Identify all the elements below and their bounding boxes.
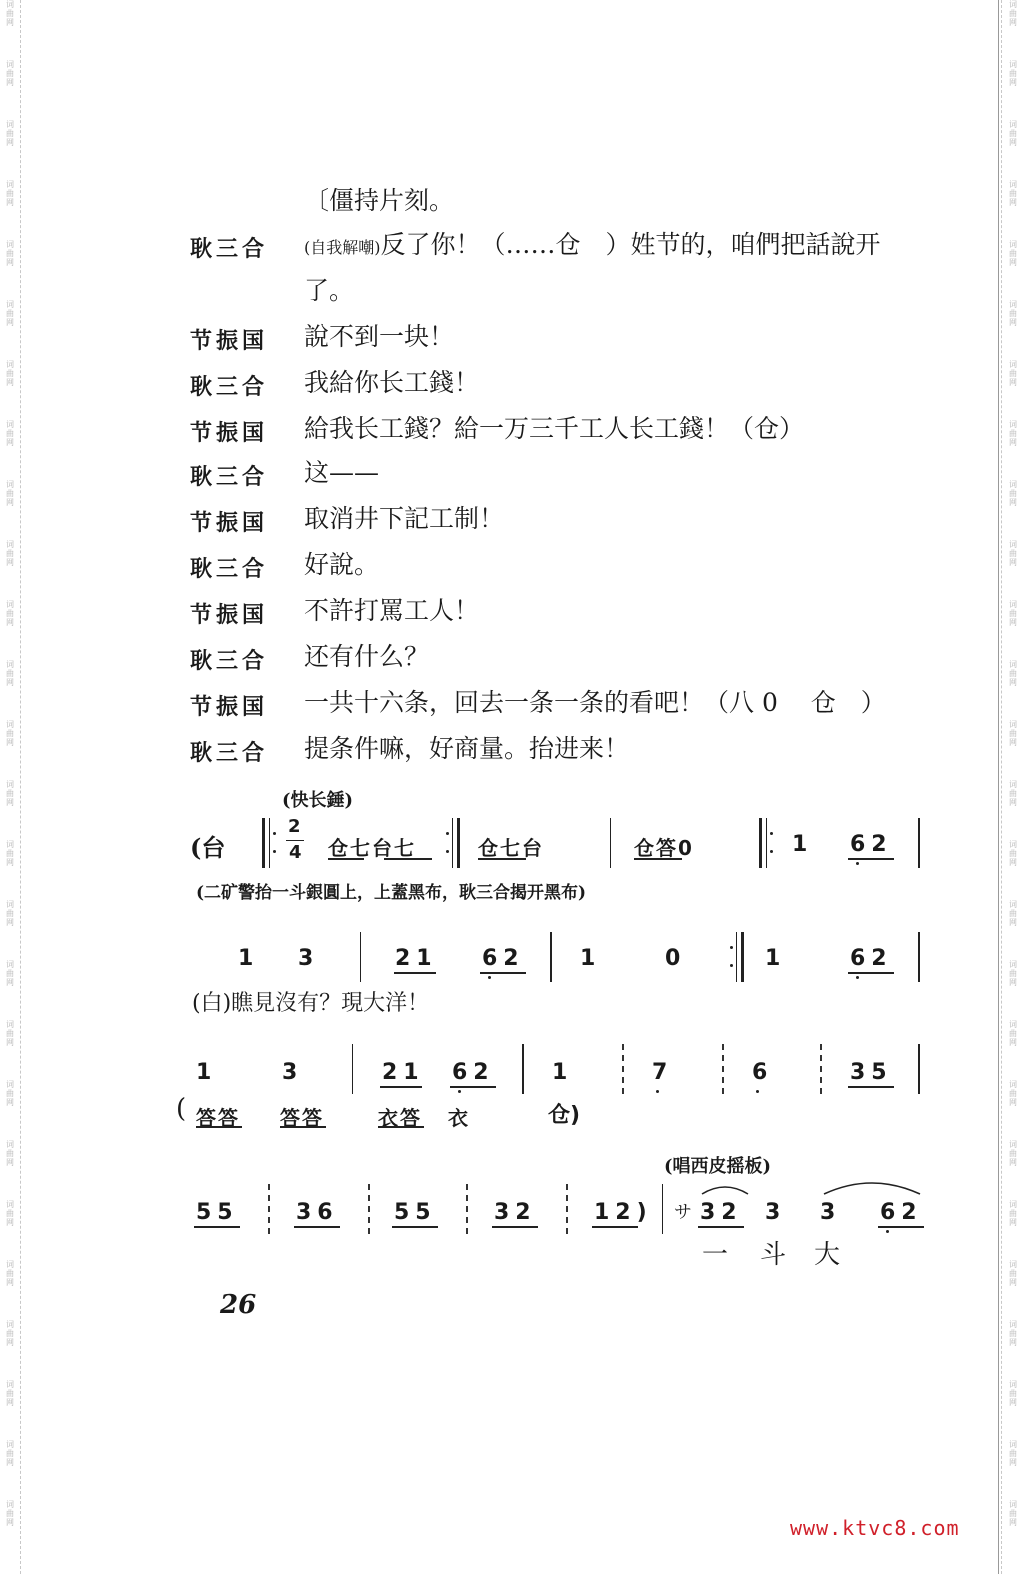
watermark-glyph-stack: 词 曲 网: [1009, 360, 1017, 387]
dialogue-text: 好說。: [304, 550, 380, 579]
watermark-glyph-stack: 词 曲 网: [1009, 1200, 1017, 1227]
watermark-glyph-stack: 词 曲 网: [6, 1080, 14, 1107]
speaker-name: 节振国: [190, 603, 269, 628]
repeat-start-thick: [262, 818, 265, 868]
dialogue-line: [304, 186, 454, 216]
watermark-glyph-stack: 词 曲 网: [6, 1440, 14, 1467]
watermark-glyph-stack: 词 曲 网: [6, 180, 14, 207]
speaker-name: 耿三合: [190, 375, 269, 400]
dialogue-line: [304, 230, 881, 263]
dialogue-text: 反了你！（……仓 ）姓节的，咱們把話說开: [380, 230, 881, 259]
dialogue-text: 說不到一块！: [304, 322, 455, 351]
watermark-glyph-stack: 词 曲 网: [1009, 660, 1017, 687]
watermark-glyph-stack: 词 曲 网: [1009, 1380, 1017, 1407]
slur: [700, 1180, 750, 1196]
watermark-column-left: [2, 0, 18, 1560]
note: 1: [196, 1060, 212, 1085]
watermark-column-right: [1005, 0, 1021, 1560]
stage-direction: (二矿警抬一斗銀圓上，上蓋黑布，耿三合揭开黑布): [196, 883, 587, 903]
speaker-name: 耿三合: [190, 237, 269, 262]
time-sig-bottom: 4: [289, 842, 302, 863]
watermark-glyph-stack: 词 曲 网: [1009, 540, 1017, 567]
time-sig-top: 2: [288, 816, 301, 837]
dialogue-line: [304, 504, 504, 534]
dialogue-line: [304, 322, 454, 352]
watermark-glyph-stack: 词 曲 网: [6, 900, 14, 927]
watermark-glyph-stack: 词 曲 网: [6, 720, 14, 747]
note: 6: [752, 1060, 768, 1085]
dialogue-text: 一共十六条，回去一条一条的看吧！（八 0 仓 ）: [304, 688, 886, 717]
note: 21: [382, 1060, 425, 1085]
watermark-glyph-stack: 词 曲 网: [1009, 120, 1017, 147]
watermark-glyph-stack: 词 曲 网: [6, 60, 14, 87]
dialogue-line: [304, 642, 429, 672]
watermark-glyph-stack: 词 曲 网: [6, 0, 14, 27]
dialogue-text: 还有什么？: [304, 642, 430, 671]
dialogue-continuation: 了。: [304, 276, 355, 305]
note: 36: [296, 1200, 339, 1225]
speaker-name: 节振国: [190, 695, 269, 720]
tempo-marking-1: (快长錘): [282, 790, 354, 811]
dialogue-text: 〔僵持片刻。: [304, 186, 455, 215]
site-watermark: www.ktvc8.com: [790, 1516, 960, 1540]
percussion-measure-1: 仓七台七: [328, 836, 416, 860]
tempo-marking-2: (唱西皮摇板): [664, 1156, 772, 1177]
percussion-syllable: 答答: [280, 1106, 324, 1130]
watermark-glyph-stack: 词 曲 网: [1009, 60, 1017, 87]
dialogue-text: 提条件嘛，好商量。抬进来！: [304, 734, 630, 763]
speaker-name: 节振国: [190, 329, 269, 354]
speaker-name: 耿三合: [190, 649, 269, 674]
speaker-name: 耿三合: [190, 465, 269, 490]
note: 3: [765, 1200, 781, 1225]
dialogue-line: [304, 550, 379, 580]
stage-aside: (自我解嘲): [304, 238, 381, 257]
watermark-glyph-stack: 词 曲 网: [1009, 960, 1017, 987]
percussion-syllable: 衣: [448, 1106, 468, 1130]
watermark-glyph-stack: 词 曲 网: [1009, 420, 1017, 447]
watermark-glyph-stack: 词 曲 网: [6, 600, 14, 627]
note: 1: [238, 946, 254, 971]
watermark-glyph-stack: 词 曲 网: [1009, 1500, 1017, 1527]
percussion-open: (台: [190, 833, 226, 862]
watermark-glyph-stack: 词 曲 网: [6, 480, 14, 507]
note: 55: [196, 1200, 239, 1225]
note: 3: [282, 1060, 298, 1085]
watermark-glyph-stack: 词 曲 网: [1009, 0, 1017, 27]
watermark-glyph-stack: 词 曲 网: [1009, 180, 1017, 207]
note: 1: [792, 832, 808, 857]
percussion-measure-2: 仓七台: [478, 836, 544, 860]
dialogue-line: [304, 458, 379, 488]
free-meter-mark: サ: [674, 1202, 692, 1223]
dialogue-text: 不許打罵工人！: [304, 596, 480, 625]
repeat-start-thin: [269, 818, 270, 868]
watermark-glyph-stack: 词 曲 网: [6, 120, 14, 147]
speaker-name: 节振国: [190, 511, 269, 536]
note: 62: [452, 1060, 495, 1085]
speaker-name: 耿三合: [190, 557, 269, 582]
watermark-glyph-stack: 词 曲 网: [1009, 600, 1017, 627]
watermark-glyph-stack: 词 曲 网: [1009, 1440, 1017, 1467]
watermark-glyph-stack: 词 曲 网: [6, 1020, 14, 1047]
note: 62: [880, 1200, 923, 1225]
watermark-glyph-stack: 词 曲 网: [6, 1140, 14, 1167]
watermark-glyph-stack: 词 曲 网: [1009, 900, 1017, 927]
watermark-glyph-stack: 词 曲 网: [6, 300, 14, 327]
note: 35: [850, 1060, 893, 1085]
slur: [822, 1176, 922, 1196]
note: 32: [494, 1200, 537, 1225]
note: 3: [298, 946, 314, 971]
dialogue-line: [304, 414, 804, 444]
page-number: 26: [220, 1290, 257, 1320]
watermark-glyph-stack: 词 曲 网: [1009, 780, 1017, 807]
watermark-glyph-stack: 词 曲 网: [6, 1260, 14, 1287]
percussion-measure-3: 仓答0: [634, 836, 694, 860]
note: 7: [652, 1060, 668, 1085]
watermark-glyph-stack: 词 曲 网: [1009, 1140, 1017, 1167]
speaker-name: 节振国: [190, 421, 269, 446]
watermark-glyph-stack: 词 曲 网: [1009, 480, 1017, 507]
note: 1: [580, 946, 596, 971]
watermark-glyph-stack: 词 曲 网: [6, 1200, 14, 1227]
dialogue-line: [304, 688, 886, 718]
note: 62: [482, 946, 525, 971]
dialogue-line: [304, 734, 629, 764]
note: 21: [395, 946, 438, 971]
watermark-glyph-stack: 词 曲 网: [6, 540, 14, 567]
percussion-syllable: 仓): [548, 1103, 581, 1128]
watermark-glyph-stack: 词 曲 网: [6, 420, 14, 447]
speaker-name: 耿三合: [190, 741, 269, 766]
right-border-line: [998, 0, 999, 1574]
note: 1: [765, 946, 781, 971]
watermark-glyph-stack: 词 曲 网: [1009, 1320, 1017, 1347]
note: 3: [820, 1200, 836, 1225]
dialogue-line: [304, 596, 479, 626]
percussion-syllable: 答答: [196, 1106, 240, 1130]
watermark-glyph-stack: 词 曲 网: [6, 360, 14, 387]
watermark-glyph-stack: 词 曲 网: [6, 1500, 14, 1527]
dialogue-text: 这——: [304, 458, 380, 487]
watermark-glyph-stack: 词 曲 网: [6, 840, 14, 867]
watermark-glyph-stack: 词 曲 网: [1009, 720, 1017, 747]
watermark-glyph-stack: 词 曲 网: [1009, 300, 1017, 327]
watermark-glyph-stack: 词 曲 网: [1009, 240, 1017, 267]
percussion-syllable: 衣答: [378, 1106, 422, 1130]
dialogue-text: 給我长工錢？給一万三千工人长工錢！（仓）: [304, 414, 805, 443]
watermark-glyph-stack: 词 曲 网: [6, 1320, 14, 1347]
watermark-glyph-stack: 词 曲 网: [6, 660, 14, 687]
watermark-glyph-stack: 词 曲 网: [1009, 1260, 1017, 1287]
dialogue-line: [304, 368, 479, 398]
dialogue-text: 取消井下記工制！: [304, 504, 505, 533]
watermark-glyph-stack: 词 曲 网: [6, 780, 14, 807]
note: 1: [552, 1060, 568, 1085]
spoken-line: (白)瞧見沒有？現大洋！: [192, 991, 430, 1016]
note: 55: [394, 1200, 437, 1225]
note: 62: [850, 946, 893, 971]
watermark-glyph-stack: 词 曲 网: [6, 240, 14, 267]
note: 62: [850, 832, 893, 857]
note: 32: [700, 1200, 743, 1225]
watermark-glyph-stack: 词 曲 网: [1009, 1080, 1017, 1107]
note: 0: [665, 946, 681, 971]
watermark-glyph-stack: 词 曲 网: [1009, 1020, 1017, 1047]
watermark-glyph-stack: 词 曲 网: [6, 1380, 14, 1407]
dialogue-text: 我給你长工錢！: [304, 368, 480, 397]
watermark-glyph-stack: 词 曲 网: [6, 960, 14, 987]
note: 12): [594, 1200, 653, 1225]
watermark-glyph-stack: 词 曲 网: [1009, 840, 1017, 867]
